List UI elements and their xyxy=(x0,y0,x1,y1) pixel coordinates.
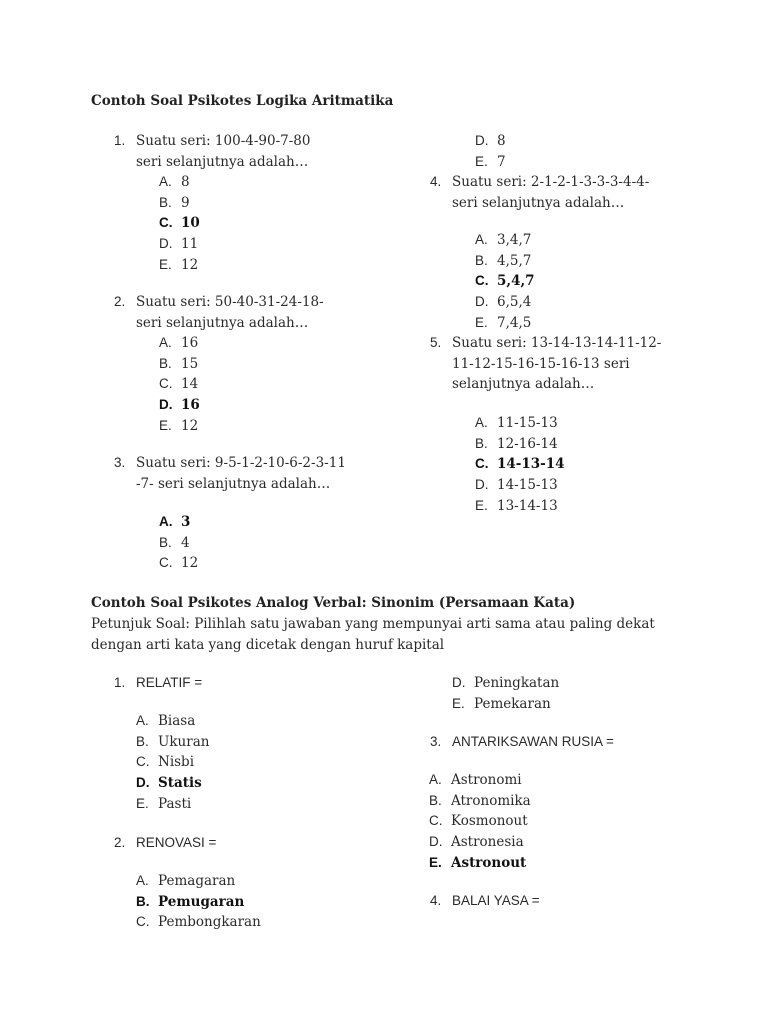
option-letter: B. xyxy=(136,733,149,749)
option-letter: A. xyxy=(475,232,488,247)
instruction-text: Petunjuk Soal: Pilihlah satu jawaban yang mempunyai arti sama atau paling dekat dengan arti kata yang dicetak dengan huruf kapital xyxy=(91,616,655,653)
option-text: Biasa xyxy=(158,713,196,729)
option-letter: C. xyxy=(429,813,443,829)
option[interactable] xyxy=(429,770,699,791)
option-text: Pemekaran xyxy=(474,695,551,712)
option-text: Atronomika xyxy=(451,792,531,809)
option-letter: C. xyxy=(159,215,173,231)
question-number: 2. xyxy=(114,835,126,850)
option-letter: E. xyxy=(452,695,465,711)
option-letter: A. xyxy=(475,415,488,430)
option[interactable] xyxy=(159,533,429,554)
option[interactable] xyxy=(159,374,429,395)
option-text: 12 xyxy=(181,417,199,434)
option-letter: B. xyxy=(136,893,150,909)
option[interactable] xyxy=(475,251,745,272)
options-q5 xyxy=(475,413,745,516)
option-letter: A. xyxy=(159,335,172,350)
option-letter: D. xyxy=(452,675,466,690)
option-text: 13-14-13 xyxy=(497,497,558,514)
options-s2q2-part2 xyxy=(452,673,722,714)
option-text: Kosmonout xyxy=(451,813,528,830)
option-text: 11-15-13 xyxy=(497,415,558,431)
option-letter: E. xyxy=(475,497,488,513)
options-q1 xyxy=(159,172,429,275)
option-letter: E. xyxy=(159,256,172,272)
synonym-question-3 xyxy=(430,732,722,753)
option[interactable] xyxy=(429,791,699,812)
question-3 xyxy=(114,453,406,494)
option[interactable] xyxy=(136,871,406,892)
option-text: 8 xyxy=(497,133,506,149)
section-heading-logika-aritmatika: Contoh Soal Psikotes Logika Aritmatika xyxy=(91,93,394,109)
option[interactable] xyxy=(159,172,429,193)
option-letter: C. xyxy=(475,456,489,472)
option-letter: D. xyxy=(475,477,489,493)
question-number: 1. xyxy=(114,675,126,690)
option-text: 14 xyxy=(181,376,199,393)
option-text: Nisbi xyxy=(158,754,195,771)
option[interactable] xyxy=(475,496,745,517)
option-text: Peningkatan xyxy=(474,675,560,691)
option-text: 12-16-14 xyxy=(497,435,558,452)
option-text: 14-15-13 xyxy=(497,477,558,494)
option-text: 6,5,4 xyxy=(497,294,532,311)
option-text: Astronesia xyxy=(451,834,524,851)
question-text: RENOVASI = xyxy=(136,835,217,850)
options-q4 xyxy=(475,230,745,333)
option-letter: A. xyxy=(136,713,149,728)
option-letter: A. xyxy=(159,514,173,529)
option[interactable] xyxy=(159,193,429,214)
option-text: 5,4,7 xyxy=(497,273,535,290)
option-correct[interactable] xyxy=(475,454,745,475)
option[interactable] xyxy=(475,313,745,334)
option-letter: B. xyxy=(429,792,442,808)
option-correct[interactable] xyxy=(429,853,699,874)
option-text: 4 xyxy=(181,534,190,551)
question-number: 5. xyxy=(430,335,442,350)
question-4 xyxy=(430,172,722,213)
options-q3-part1 xyxy=(159,512,429,574)
option-letter: B. xyxy=(159,194,172,210)
option-text: 8 xyxy=(181,174,190,190)
question-text: Suatu seri: 13-14-13-14-11-12-11-12-15-16-15-16-13 seri selanjutnya adalah… xyxy=(452,335,662,393)
question-number: 4. xyxy=(430,893,442,908)
question-number: 4. xyxy=(430,174,442,189)
option-letter: E. xyxy=(136,795,149,811)
synonym-question-1 xyxy=(114,673,406,694)
option[interactable] xyxy=(475,413,745,434)
option[interactable] xyxy=(136,794,406,815)
question-5 xyxy=(430,333,722,395)
option[interactable] xyxy=(475,292,745,313)
options-s2q3 xyxy=(429,770,699,873)
option-letter: C. xyxy=(159,376,173,392)
question-text: ANTARIKSAWAN RUSIA = xyxy=(452,734,614,749)
options-q3-part2 xyxy=(475,131,745,172)
option-text: 9 xyxy=(181,194,190,211)
option[interactable] xyxy=(159,333,429,354)
option[interactable] xyxy=(475,475,745,496)
option[interactable] xyxy=(475,230,745,251)
option[interactable] xyxy=(475,434,745,455)
synonym-question-2 xyxy=(114,833,406,854)
option[interactable] xyxy=(136,732,406,753)
options-s2q1 xyxy=(136,711,406,814)
synonym-question-4 xyxy=(430,891,722,912)
option-text: Pasti xyxy=(158,795,192,812)
options-s2q2-part1 xyxy=(136,871,406,933)
question-text: Suatu seri: 100-4-90-7-80 seri selanjutnya adalah… xyxy=(136,133,311,170)
option[interactable] xyxy=(159,234,429,255)
option-text: Pemagaran xyxy=(158,873,236,889)
option-letter: B. xyxy=(159,355,172,371)
option-letter: B. xyxy=(475,435,488,451)
question-number: 2. xyxy=(114,294,126,309)
option-correct[interactable] xyxy=(475,271,745,292)
option-letter: D. xyxy=(475,133,489,148)
option[interactable] xyxy=(159,354,429,375)
option-text: 7,4,5 xyxy=(497,314,532,331)
option[interactable] xyxy=(452,694,722,715)
option-letter: E. xyxy=(429,854,442,870)
option-text: Ukuran xyxy=(158,733,210,750)
option-correct[interactable] xyxy=(136,892,406,913)
option-correct[interactable] xyxy=(159,395,429,416)
option-text: 16 xyxy=(181,335,199,351)
option-text: Statis xyxy=(158,775,202,792)
option-letter: E. xyxy=(159,417,172,433)
option-letter: A. xyxy=(159,174,172,189)
option[interactable] xyxy=(475,152,745,173)
question-2 xyxy=(114,292,406,333)
option-correct[interactable] xyxy=(159,512,429,533)
option-text: Astronomi xyxy=(451,772,522,788)
question-text: BALAI YASA = xyxy=(452,893,540,908)
option-letter: A. xyxy=(136,873,149,888)
option[interactable] xyxy=(159,416,429,437)
question-text: Suatu seri: 9-5-1-2-10-6-2-3-11 -7- seri selanjutnya adalah… xyxy=(136,455,346,492)
option[interactable] xyxy=(429,811,699,832)
option-text: 16 xyxy=(181,397,200,414)
option-text: 12 xyxy=(181,555,199,572)
option-text: Astronout xyxy=(451,854,527,871)
options-q2 xyxy=(159,333,429,436)
question-number: 3. xyxy=(430,734,442,749)
option-letter: B. xyxy=(159,534,172,550)
option[interactable] xyxy=(136,752,406,773)
section-heading-analog-verbal: Contoh Soal Psikotes Analog Verbal: Sinonim (Persamaan Kata) xyxy=(91,595,576,611)
option-letter: D. xyxy=(475,294,489,310)
option-text: 12 xyxy=(181,256,199,273)
option[interactable] xyxy=(475,131,745,152)
option-letter: D. xyxy=(429,834,443,850)
option-letter: C. xyxy=(159,555,173,571)
option-text: 11 xyxy=(181,236,199,253)
option-text: 14-13-14 xyxy=(497,456,565,473)
option-text: 3,4,7 xyxy=(497,232,532,248)
question-text: RELATIF = xyxy=(136,675,203,690)
option-letter: C. xyxy=(475,273,489,289)
question-1 xyxy=(114,131,406,172)
option-letter: C. xyxy=(136,754,150,770)
option-letter: B. xyxy=(475,252,488,268)
option-letter: D. xyxy=(159,236,173,252)
option-text: 7 xyxy=(497,153,506,170)
option-letter: E. xyxy=(475,153,488,169)
option[interactable] xyxy=(136,912,406,933)
question-number: 1. xyxy=(114,133,126,148)
option-correct[interactable] xyxy=(159,213,429,234)
option-letter: C. xyxy=(136,914,150,930)
question-text: Suatu seri: 2-1-2-1-3-3-3-4-4- seri selanjutnya adalah… xyxy=(452,174,650,211)
option-text: Pembongkaran xyxy=(158,914,261,931)
option[interactable] xyxy=(452,673,722,694)
option[interactable] xyxy=(429,832,699,853)
option-letter: E. xyxy=(475,314,488,330)
option-text: 15 xyxy=(181,355,199,372)
option-correct[interactable] xyxy=(136,773,406,794)
question-number: 3. xyxy=(114,455,126,470)
option-letter: D. xyxy=(136,775,150,791)
option-letter: A. xyxy=(429,772,442,787)
option[interactable] xyxy=(159,553,429,574)
option-text: 4,5,7 xyxy=(497,252,532,269)
option-text: Pemugaran xyxy=(158,893,245,910)
option-text: 10 xyxy=(181,215,200,232)
option-text: 3 xyxy=(181,514,191,530)
option-letter: D. xyxy=(159,397,173,413)
question-text: Suatu seri: 50-40-31-24-18- seri selanjutnya adalah… xyxy=(136,294,324,331)
option[interactable] xyxy=(159,255,429,276)
option[interactable] xyxy=(136,711,406,732)
